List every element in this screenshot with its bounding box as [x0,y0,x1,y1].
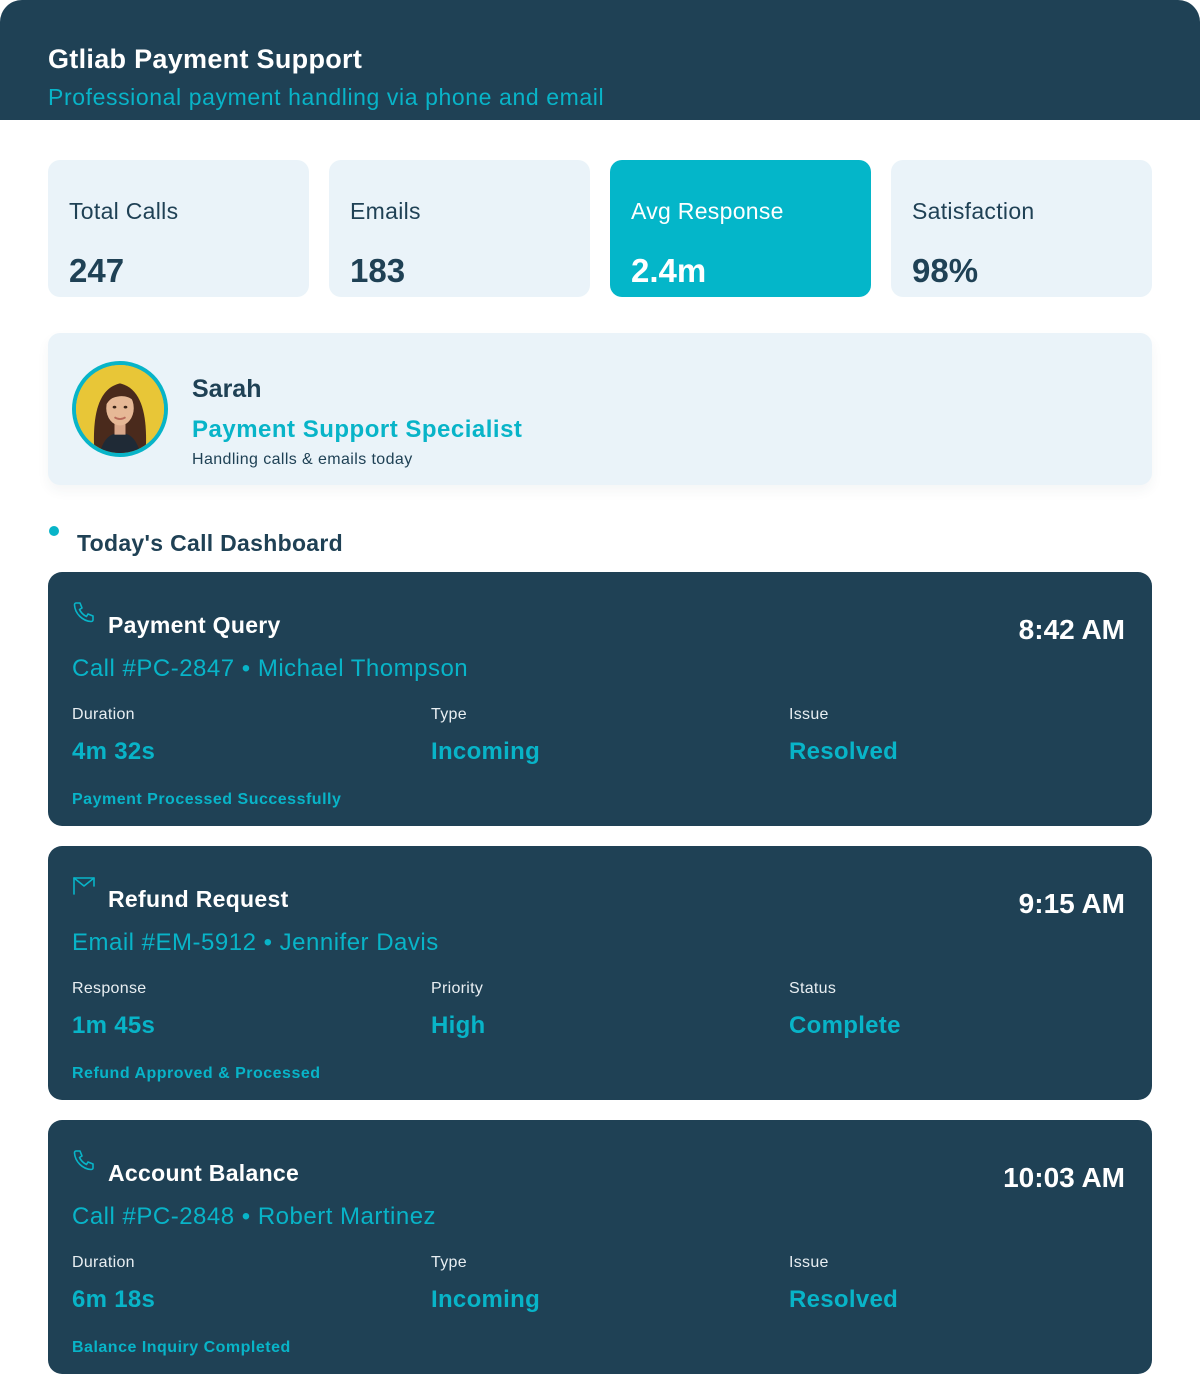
stat-emails[interactable] [329,160,590,297]
agent-name: Sarah [192,375,262,403]
agent-profile-card [48,333,1152,485]
activity-card-account-balance[interactable] [48,1120,1152,1374]
stat-label: Emails [350,198,421,224]
field-label: Status [789,980,837,997]
agent-avatar-image [76,365,164,453]
field-label: Duration [72,1254,135,1271]
card-field [789,1254,898,1314]
field-label: Issue [789,706,829,723]
card-title: Payment Query [108,612,281,638]
card-time: 10:03 AM [1003,1162,1125,1193]
stats-row [48,160,1152,297]
field-label: Type [431,1254,467,1271]
phone-icon [72,1148,96,1172]
app-subtitle: Professional payment handling via phone and email [48,84,605,110]
mail-icon [72,874,96,898]
field-label: Response [72,980,147,997]
card-field [431,706,540,766]
card-field [72,706,155,766]
card-outcome: Refund Approved & Processed [72,1065,321,1082]
field-label: Issue [789,1254,829,1271]
stat-value: 98% [912,252,979,289]
avatar[interactable] [72,361,168,457]
card-field [72,980,155,1040]
card-title: Refund Request [108,886,289,912]
field-value: Resolved [789,1286,899,1313]
card-outcome: Payment Processed Successfully [72,791,342,808]
field-value: Incoming [431,738,541,765]
card-title: Account Balance [108,1160,300,1186]
card-reference: Call #PC-2847 • Michael Thompson [72,655,469,682]
card-field [431,980,486,1040]
card-field [789,706,898,766]
app-header [0,0,1200,120]
field-value: High [431,1012,486,1039]
card-reference: Email #EM-5912 • Jennifer Davis [72,929,439,956]
activity-card-refund-request[interactable] [48,846,1152,1100]
activity-card-payment-query[interactable] [48,572,1152,826]
field-value: Complete [789,1012,901,1039]
card-field [431,1254,540,1314]
field-value: Resolved [789,738,899,765]
section-bullet [49,526,59,536]
field-label: Priority [431,980,484,997]
card-field [789,980,901,1040]
stat-avg-response[interactable] [610,160,871,297]
stat-label: Satisfaction [912,198,1035,224]
field-value: Incoming [431,1286,541,1313]
phone-icon [72,600,96,624]
stat-label: Total Calls [69,198,179,224]
field-value: 4m 32s [72,738,156,765]
app-title: Gtliab Payment Support [48,44,363,74]
agent-role: Payment Support Specialist [192,416,523,443]
field-label: Type [431,706,467,723]
stat-total-calls[interactable] [48,160,309,297]
stat-satisfaction[interactable] [891,160,1152,297]
card-time: 8:42 AM [1018,614,1125,645]
field-value: 1m 45s [72,1012,156,1039]
stat-value: 247 [69,252,125,289]
field-value: 6m 18s [72,1286,156,1313]
field-label: Duration [72,706,135,723]
card-time: 9:15 AM [1018,888,1125,919]
stat-label: Avg Response [631,198,784,224]
card-field [72,1254,155,1314]
stat-value: 2.4m [631,252,707,289]
stat-value: 183 [350,252,406,289]
agent-status-note: Handling calls & emails today [192,451,413,468]
card-reference: Call #PC-2848 • Robert Martinez [72,1203,437,1230]
section-title: Today's Call Dashboard [77,530,343,556]
card-outcome: Balance Inquiry Completed [72,1339,291,1356]
